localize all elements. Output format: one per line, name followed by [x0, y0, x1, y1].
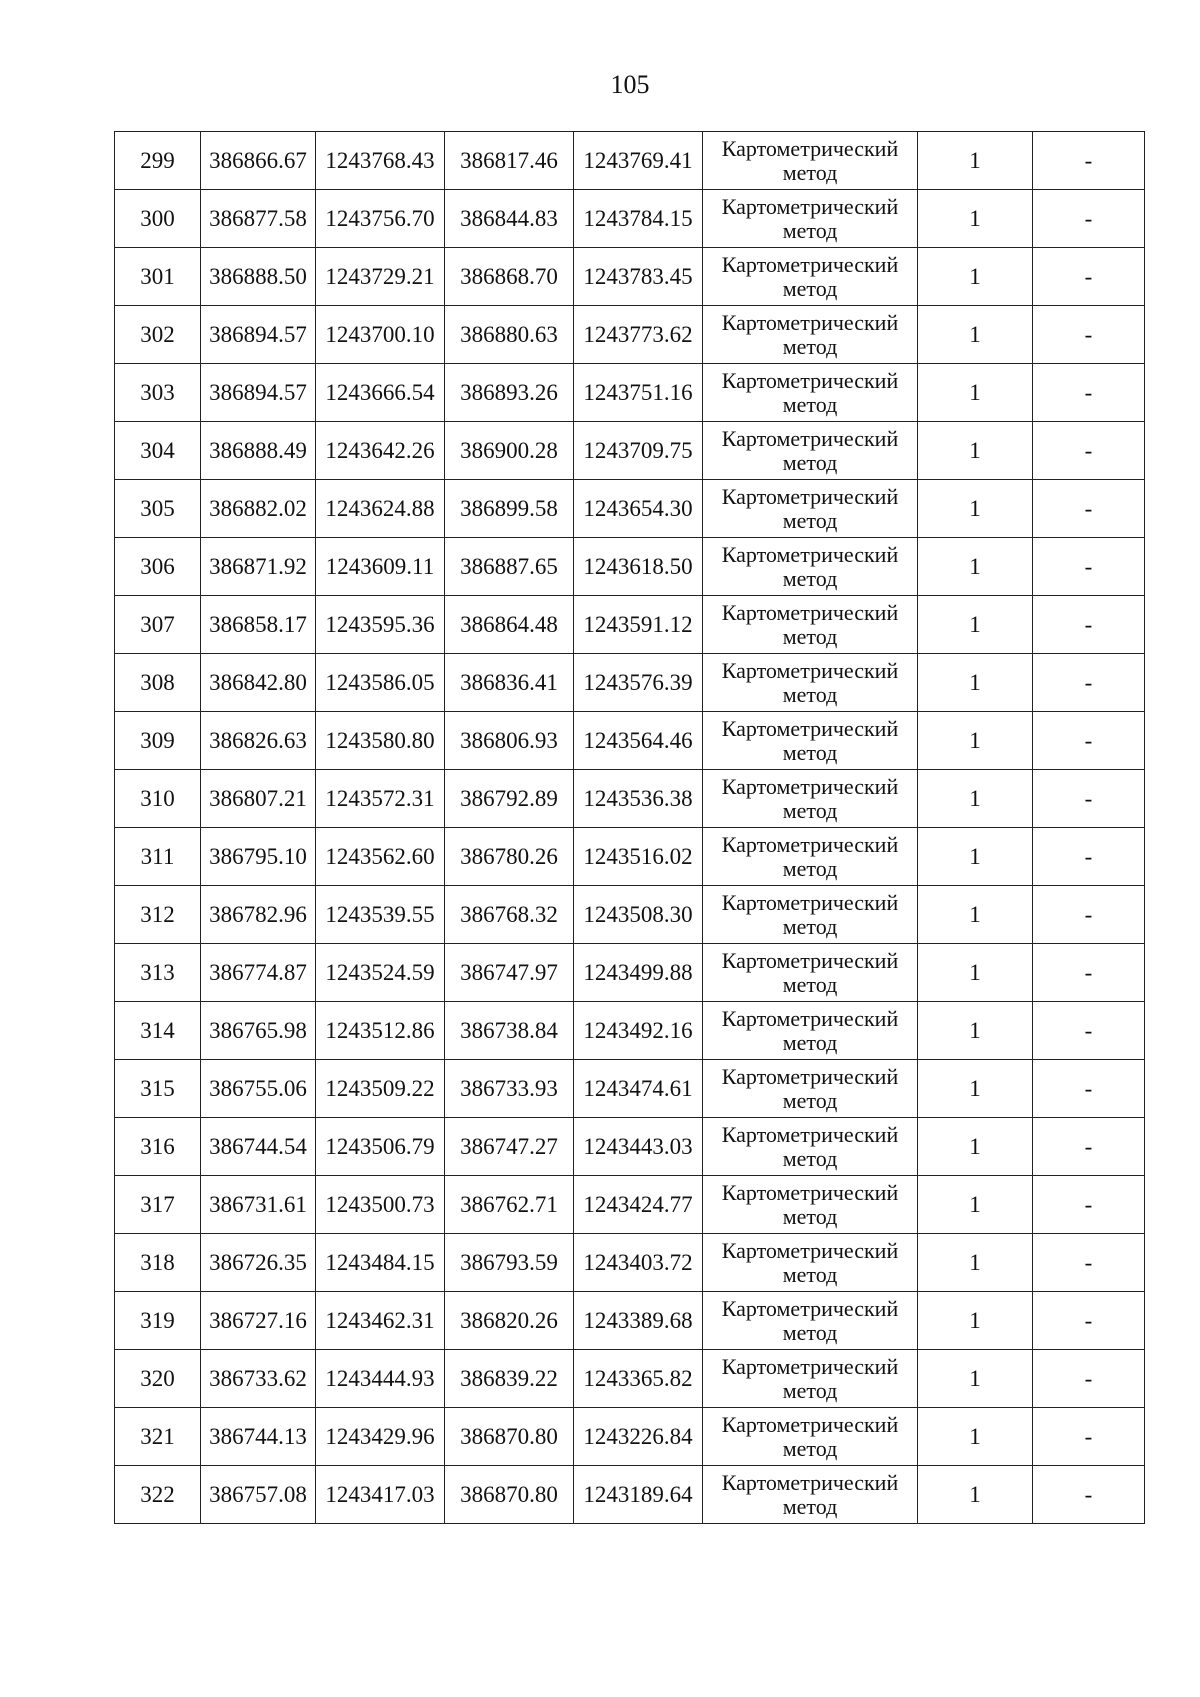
value-cell: 1: [918, 1118, 1033, 1176]
y2-cell: 1243516.02: [574, 828, 703, 886]
table-row: [115, 422, 1145, 480]
method-line-2: метод: [782, 739, 838, 765]
y1-cell: 1243642.26: [316, 422, 445, 480]
method-line-2: метод: [782, 681, 838, 707]
x2-cell: 386899.58: [445, 480, 574, 538]
note-cell: -: [1033, 422, 1145, 480]
method-cell: [703, 538, 918, 596]
method-cell: [703, 1234, 918, 1292]
method-line-2: метод: [782, 391, 838, 417]
x2-cell: 386817.46: [445, 132, 574, 190]
table-row: [115, 596, 1145, 654]
note-cell: -: [1033, 1234, 1145, 1292]
x1-cell: 386757.08: [201, 1466, 316, 1524]
method-cell: [703, 770, 918, 828]
point-number-cell: 303: [115, 364, 201, 422]
method-line-2: метод: [782, 565, 838, 591]
x1-cell: 386726.35: [201, 1234, 316, 1292]
value-cell: 1: [918, 654, 1033, 712]
table-row: [115, 770, 1145, 828]
method-line-2: метод: [782, 1319, 838, 1345]
y2-cell: 1243591.12: [574, 596, 703, 654]
value-cell: 1: [918, 1176, 1033, 1234]
table-row: [115, 712, 1145, 770]
x2-cell: 386733.93: [445, 1060, 574, 1118]
y1-cell: 1243512.86: [316, 1002, 445, 1060]
y2-cell: 1243424.77: [574, 1176, 703, 1234]
point-number-cell: 304: [115, 422, 201, 480]
table-row: [115, 132, 1145, 190]
table-row: [115, 248, 1145, 306]
method-cell: [703, 886, 918, 944]
y2-cell: 1243654.30: [574, 480, 703, 538]
method-line-2: метод: [782, 855, 838, 881]
y2-cell: 1243709.75: [574, 422, 703, 480]
method-line-2: метод: [782, 1029, 838, 1055]
method-line-2: метод: [782, 507, 838, 533]
note-cell: -: [1033, 886, 1145, 944]
x2-cell: 386868.70: [445, 248, 574, 306]
table-row: [115, 1118, 1145, 1176]
x1-cell: 386807.21: [201, 770, 316, 828]
method-cell: [703, 1408, 918, 1466]
y1-cell: 1243580.80: [316, 712, 445, 770]
method-line-1: Картометрический: [721, 251, 899, 277]
x2-cell: 386792.89: [445, 770, 574, 828]
y1-cell: 1243509.22: [316, 1060, 445, 1118]
note-cell: -: [1033, 1060, 1145, 1118]
x2-cell: 386806.93: [445, 712, 574, 770]
x1-cell: 386888.50: [201, 248, 316, 306]
x1-cell: 386731.61: [201, 1176, 316, 1234]
table-row: [115, 828, 1145, 886]
y1-cell: 1243609.11: [316, 538, 445, 596]
note-cell: -: [1033, 712, 1145, 770]
value-cell: 1: [918, 1350, 1033, 1408]
table-row: [115, 1234, 1145, 1292]
method-cell: [703, 132, 918, 190]
note-cell: -: [1033, 944, 1145, 1002]
method-line-2: метод: [782, 797, 838, 823]
note-cell: -: [1033, 132, 1145, 190]
table-row: [115, 1292, 1145, 1350]
method-line-2: метод: [782, 1203, 838, 1229]
table-row: [115, 306, 1145, 364]
y2-cell: 1243783.45: [574, 248, 703, 306]
method-line-1: Картометрический: [721, 1063, 899, 1089]
x2-cell: 386900.28: [445, 422, 574, 480]
note-cell: -: [1033, 1408, 1145, 1466]
method-cell: [703, 944, 918, 1002]
method-line-1: Картометрический: [721, 135, 899, 161]
x1-cell: 386826.63: [201, 712, 316, 770]
x1-cell: 386894.57: [201, 364, 316, 422]
method-line-1: Картометрический: [721, 483, 899, 509]
table-row: [115, 190, 1145, 248]
point-number-cell: 313: [115, 944, 201, 1002]
y2-cell: 1243576.39: [574, 654, 703, 712]
method-cell: [703, 712, 918, 770]
point-number-cell: 322: [115, 1466, 201, 1524]
y1-cell: 1243462.31: [316, 1292, 445, 1350]
method-cell: [703, 828, 918, 886]
x1-cell: 386727.16: [201, 1292, 316, 1350]
table-row: [115, 1176, 1145, 1234]
method-line-1: Картометрический: [721, 1295, 899, 1321]
method-cell: [703, 1060, 918, 1118]
method-cell: [703, 364, 918, 422]
table-row: [115, 1060, 1145, 1118]
note-cell: -: [1033, 1118, 1145, 1176]
method-cell: [703, 1118, 918, 1176]
table-row: [115, 1002, 1145, 1060]
coordinates-table: [114, 131, 1145, 1524]
x1-cell: 386871.92: [201, 538, 316, 596]
x2-cell: 386738.84: [445, 1002, 574, 1060]
y2-cell: 1243365.82: [574, 1350, 703, 1408]
method-line-1: Картометрический: [721, 599, 899, 625]
y2-cell: 1243773.62: [574, 306, 703, 364]
x1-cell: 386866.67: [201, 132, 316, 190]
y2-cell: 1243389.68: [574, 1292, 703, 1350]
method-line-2: метод: [782, 275, 838, 301]
method-cell: [703, 654, 918, 712]
y1-cell: 1243417.03: [316, 1466, 445, 1524]
x1-cell: 386782.96: [201, 886, 316, 944]
x1-cell: 386744.13: [201, 1408, 316, 1466]
point-number-cell: 299: [115, 132, 201, 190]
method-line-1: Картометрический: [721, 541, 899, 567]
x2-cell: 386880.63: [445, 306, 574, 364]
x2-cell: 386768.32: [445, 886, 574, 944]
method-line-1: Картометрический: [721, 1353, 899, 1379]
y2-cell: 1243769.41: [574, 132, 703, 190]
value-cell: 1: [918, 1060, 1033, 1118]
y1-cell: 1243756.70: [316, 190, 445, 248]
x1-cell: 386894.57: [201, 306, 316, 364]
value-cell: 1: [918, 306, 1033, 364]
method-cell: [703, 1466, 918, 1524]
note-cell: -: [1033, 248, 1145, 306]
point-number-cell: 310: [115, 770, 201, 828]
method-line-1: Картометрический: [721, 309, 899, 335]
method-line-2: метод: [782, 913, 838, 939]
x1-cell: 386842.80: [201, 654, 316, 712]
x1-cell: 386744.54: [201, 1118, 316, 1176]
y2-cell: 1243564.46: [574, 712, 703, 770]
y1-cell: 1243500.73: [316, 1176, 445, 1234]
method-cell: [703, 1350, 918, 1408]
note-cell: -: [1033, 596, 1145, 654]
y2-cell: 1243508.30: [574, 886, 703, 944]
point-number-cell: 320: [115, 1350, 201, 1408]
method-cell: [703, 1002, 918, 1060]
value-cell: 1: [918, 248, 1033, 306]
point-number-cell: 317: [115, 1176, 201, 1234]
y1-cell: 1243586.05: [316, 654, 445, 712]
note-cell: -: [1033, 538, 1145, 596]
y2-cell: 1243443.03: [574, 1118, 703, 1176]
value-cell: 1: [918, 596, 1033, 654]
value-cell: 1: [918, 1234, 1033, 1292]
value-cell: 1: [918, 364, 1033, 422]
x1-cell: 386877.58: [201, 190, 316, 248]
y1-cell: 1243768.43: [316, 132, 445, 190]
table-body: [115, 132, 1145, 1524]
y1-cell: 1243484.15: [316, 1234, 445, 1292]
point-number-cell: 305: [115, 480, 201, 538]
note-cell: -: [1033, 1350, 1145, 1408]
method-line-2: метод: [782, 1435, 838, 1461]
note-cell: -: [1033, 190, 1145, 248]
y2-cell: 1243784.15: [574, 190, 703, 248]
note-cell: -: [1033, 480, 1145, 538]
y2-cell: 1243536.38: [574, 770, 703, 828]
x1-cell: 386888.49: [201, 422, 316, 480]
x2-cell: 386793.59: [445, 1234, 574, 1292]
value-cell: 1: [918, 480, 1033, 538]
value-cell: 1: [918, 770, 1033, 828]
y2-cell: 1243474.61: [574, 1060, 703, 1118]
point-number-cell: 302: [115, 306, 201, 364]
value-cell: 1: [918, 1002, 1033, 1060]
page-number: 105: [610, 70, 650, 99]
point-number-cell: 308: [115, 654, 201, 712]
method-line-1: Картометрический: [721, 1179, 899, 1205]
table-row: [115, 944, 1145, 1002]
method-line-2: метод: [782, 1377, 838, 1403]
table-row: [115, 1350, 1145, 1408]
method-line-2: метод: [782, 971, 838, 997]
y1-cell: 1243539.55: [316, 886, 445, 944]
method-cell: [703, 1292, 918, 1350]
note-cell: -: [1033, 654, 1145, 712]
y2-cell: 1243226.84: [574, 1408, 703, 1466]
point-number-cell: 316: [115, 1118, 201, 1176]
method-cell: [703, 248, 918, 306]
note-cell: -: [1033, 1002, 1145, 1060]
table-row: [115, 480, 1145, 538]
table-row: [115, 654, 1145, 712]
method-line-1: Картометрический: [721, 657, 899, 683]
y2-cell: 1243189.64: [574, 1466, 703, 1524]
point-number-cell: 321: [115, 1408, 201, 1466]
method-line-2: метод: [782, 1261, 838, 1287]
y2-cell: 1243403.72: [574, 1234, 703, 1292]
method-line-2: метод: [782, 1145, 838, 1171]
x2-cell: 386747.97: [445, 944, 574, 1002]
y1-cell: 1243666.54: [316, 364, 445, 422]
value-cell: 1: [918, 886, 1033, 944]
value-cell: 1: [918, 712, 1033, 770]
point-number-cell: 300: [115, 190, 201, 248]
x2-cell: 386870.80: [445, 1466, 574, 1524]
note-cell: -: [1033, 828, 1145, 886]
y1-cell: 1243562.60: [316, 828, 445, 886]
method-line-1: Картометрический: [721, 831, 899, 857]
table-row: [115, 886, 1145, 944]
x1-cell: 386882.02: [201, 480, 316, 538]
method-cell: [703, 422, 918, 480]
y1-cell: 1243700.10: [316, 306, 445, 364]
y1-cell: 1243444.93: [316, 1350, 445, 1408]
value-cell: 1: [918, 538, 1033, 596]
method-line-2: метод: [782, 159, 838, 185]
y1-cell: 1243524.59: [316, 944, 445, 1002]
value-cell: 1: [918, 1292, 1033, 1350]
point-number-cell: 314: [115, 1002, 201, 1060]
table-row: [115, 364, 1145, 422]
y1-cell: 1243729.21: [316, 248, 445, 306]
value-cell: 1: [918, 132, 1033, 190]
x1-cell: 386858.17: [201, 596, 316, 654]
method-line-1: Картометрический: [721, 947, 899, 973]
value-cell: 1: [918, 422, 1033, 480]
method-line-1: Картометрический: [721, 1237, 899, 1263]
x2-cell: 386747.27: [445, 1118, 574, 1176]
point-number-cell: 312: [115, 886, 201, 944]
y2-cell: 1243618.50: [574, 538, 703, 596]
y2-cell: 1243499.88: [574, 944, 703, 1002]
y1-cell: 1243595.36: [316, 596, 445, 654]
point-number-cell: 306: [115, 538, 201, 596]
method-line-1: Картометрический: [721, 1469, 899, 1495]
y2-cell: 1243492.16: [574, 1002, 703, 1060]
y1-cell: 1243506.79: [316, 1118, 445, 1176]
y1-cell: 1243624.88: [316, 480, 445, 538]
note-cell: -: [1033, 770, 1145, 828]
x2-cell: 386893.26: [445, 364, 574, 422]
x2-cell: 386780.26: [445, 828, 574, 886]
x1-cell: 386755.06: [201, 1060, 316, 1118]
method-line-2: метод: [782, 623, 838, 649]
point-number-cell: 307: [115, 596, 201, 654]
x2-cell: 386762.71: [445, 1176, 574, 1234]
method-cell: [703, 1176, 918, 1234]
method-line-1: Картометрический: [721, 367, 899, 393]
value-cell: 1: [918, 944, 1033, 1002]
method-line-1: Картометрический: [721, 715, 899, 741]
method-cell: [703, 596, 918, 654]
x1-cell: 386774.87: [201, 944, 316, 1002]
point-number-cell: 311: [115, 828, 201, 886]
method-cell: [703, 480, 918, 538]
x2-cell: 386887.65: [445, 538, 574, 596]
table-row: [115, 1408, 1145, 1466]
x1-cell: 386733.62: [201, 1350, 316, 1408]
method-line-2: метод: [782, 1087, 838, 1113]
value-cell: 1: [918, 190, 1033, 248]
x2-cell: 386844.83: [445, 190, 574, 248]
table-row: [115, 538, 1145, 596]
note-cell: -: [1033, 306, 1145, 364]
x2-cell: 386870.80: [445, 1408, 574, 1466]
method-line-2: метод: [782, 449, 838, 475]
value-cell: 1: [918, 828, 1033, 886]
method-line-1: Картометрический: [721, 1411, 899, 1437]
method-line-2: метод: [782, 333, 838, 359]
method-line-1: Картометрический: [721, 773, 899, 799]
method-line-1: Картометрический: [721, 425, 899, 451]
y1-cell: 1243572.31: [316, 770, 445, 828]
point-number-cell: 301: [115, 248, 201, 306]
method-cell: [703, 306, 918, 364]
value-cell: 1: [918, 1408, 1033, 1466]
x1-cell: 386765.98: [201, 1002, 316, 1060]
note-cell: -: [1033, 1176, 1145, 1234]
method-line-1: Картометрический: [721, 1121, 899, 1147]
x1-cell: 386795.10: [201, 828, 316, 886]
method-line-1: Картометрический: [721, 889, 899, 915]
method-line-1: Картометрический: [721, 193, 899, 219]
point-number-cell: 318: [115, 1234, 201, 1292]
x2-cell: 386836.41: [445, 654, 574, 712]
method-line-2: метод: [782, 1493, 838, 1519]
x2-cell: 386839.22: [445, 1350, 574, 1408]
point-number-cell: 309: [115, 712, 201, 770]
y2-cell: 1243751.16: [574, 364, 703, 422]
x2-cell: 386820.26: [445, 1292, 574, 1350]
note-cell: -: [1033, 364, 1145, 422]
method-cell: [703, 190, 918, 248]
method-line-1: Картометрический: [721, 1005, 899, 1031]
point-number-cell: 319: [115, 1292, 201, 1350]
x2-cell: 386864.48: [445, 596, 574, 654]
value-cell: 1: [918, 1466, 1033, 1524]
table-row: [115, 1466, 1145, 1524]
point-number-cell: 315: [115, 1060, 201, 1118]
note-cell: -: [1033, 1466, 1145, 1524]
method-line-2: метод: [782, 217, 838, 243]
note-cell: -: [1033, 1292, 1145, 1350]
y1-cell: 1243429.96: [316, 1408, 445, 1466]
